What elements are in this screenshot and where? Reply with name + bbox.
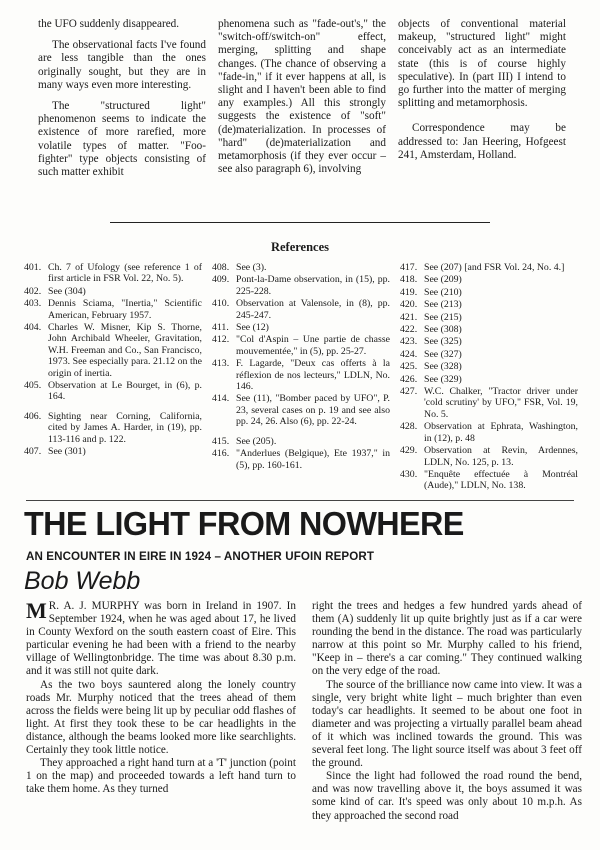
- text-column-3: [398, 18, 566, 187]
- reference-item: [212, 358, 390, 392]
- reference-text: Observation at Le Bourget, in (6), p. 164.: [48, 380, 202, 403]
- reference-item: [400, 469, 578, 492]
- reference-number: 411.: [212, 322, 229, 334]
- references-heading: References: [270, 240, 330, 254]
- reference-item: [400, 336, 578, 347]
- article-paragraph: The source of the brilliance now came into view. It was a single, very bright white light – much brighter than even today's car headlights. It seemed to be about one foot in diameter and was projecting a virtually parallel beam ahead of it which was inclined towards the ground. This was several feet long. The light source itself was about 3 feet off the ground.: [312, 678, 582, 770]
- reference-text: "Enquête effectuée à Montréal (Aude)," LDLN, No. 138.: [424, 468, 578, 492]
- reference-text: Charles W. Misner, Kip S. Thorne, John Archibald Wheeler, Gravitation, W.H. Freeman and Co., San Francisco, 1973. See especially para. 21.12 on the origin of inertia.: [48, 322, 202, 379]
- reference-text: Pont-la-Dame observation, in (15), pp. 225-228.: [236, 274, 390, 297]
- reference-number: 423.: [400, 336, 418, 348]
- reference-item: [212, 298, 390, 321]
- reference-item: [400, 349, 578, 360]
- reference-item: [400, 374, 578, 385]
- reference-text: F. Lagarde, "Deux cas offerts à la réflexion de nos lecteurs," LDLN, No. 146.: [236, 358, 390, 393]
- reference-text: Observation at Valensole, in (8), pp. 245-247.: [236, 298, 390, 321]
- reference-item: [212, 334, 390, 357]
- reference-item: [400, 361, 578, 372]
- article-divider: [26, 500, 574, 501]
- article-paragraph: Since the light had followed the road round the bend, and was now travelling above it, the boys assumed it was some kind of car. It's speed was only about 10 m.p.h. As they approached the second road: [312, 770, 582, 822]
- reference-text: See (215): [424, 311, 462, 323]
- paragraph-text: R. A. J. MURPHY was born in Ireland in 1907. In September 1924, when he was aged about 17, he lived in County Wexford on the south eastern coast of Eire. This particular evening he had been with a friend to the nearby village of Wellingtonbridge. The time was about 8.30 p.m. and it was still not quite dark.: [26, 600, 296, 678]
- article-column-1: [26, 600, 296, 823]
- reference-item: [212, 436, 390, 447]
- reference-number: 417.: [400, 262, 418, 273]
- references-column-2: [212, 262, 390, 493]
- references-column-1: [24, 262, 202, 493]
- paragraph: objects of conventional material makeup, "structured light" might conceivably act as an intermediate state (this is of course highly speculative). In (part III) I intend to go further into the matter of merging splitting and metamorphosis.: [398, 18, 566, 110]
- reference-item: [400, 445, 578, 468]
- reference-text: "Anderlues (Belgique), Ete 1937," in (5), pp. 160-161.: [236, 448, 390, 471]
- reference-text: Ch. 7 of Ufology (see reference 1 of first article in FSR Vol. 22, No. 5).: [48, 262, 202, 285]
- reference-number: 422.: [400, 324, 418, 336]
- reference-item: [400, 287, 578, 298]
- reference-number: 402.: [24, 285, 42, 297]
- reference-number: 426.: [400, 373, 418, 385]
- reference-text: See (11), "Bomber paced by UFO", P. 23, several cases on p. 19 and see also pp. 24, 26. Also (6), pp. 22-24.: [236, 393, 390, 428]
- continued-article-columns: [38, 18, 568, 187]
- reference-number: 410.: [212, 298, 230, 310]
- reference-text: Dennis Sciama, "Inertia," Scientific American, February 1957.: [48, 298, 202, 321]
- references-list: [24, 262, 580, 493]
- reference-text: Observation at Revin, Ardennes, LDLN, No. 125, p. 13.: [424, 445, 578, 468]
- article-paragraph: They approached a right hand turn at a 'T' junction (point 1 on the map) and proceeded towards a left hand turn to take them home. As they turned: [26, 757, 296, 796]
- reference-text: See (210): [424, 286, 462, 298]
- reference-number: 414.: [212, 393, 230, 405]
- reference-number: 409.: [212, 274, 230, 286]
- reference-item: [400, 324, 578, 335]
- reference-item: [400, 274, 578, 285]
- article-body: [26, 600, 582, 823]
- paragraph: The "structured light" phenomenon seems to indicate the existence of more rarefied, more volatile types of matter. "Foo-fighter" type objects consisting of such matter exhibit: [38, 100, 206, 179]
- reference-text: See (209): [424, 274, 462, 286]
- reference-item: [212, 448, 390, 471]
- article-paragraph: right the trees and hedges a few hundred yards ahead of them (A) suddenly lit up quite brightly just as if a car were rounding the bend in the distance. The road was particularly narrow at this point so Mr. Murphy called to his friend, "Keep in – there's a car coming." They continued walking on the very edge of the road.: [312, 600, 582, 678]
- section-divider: [110, 222, 490, 223]
- reference-item: [212, 274, 390, 297]
- reference-text: See (329): [424, 373, 462, 385]
- reference-number: 424.: [400, 348, 418, 360]
- article-headline: THE LIGHT FROM NOWHERE: [24, 505, 464, 542]
- reference-item: [24, 446, 202, 457]
- reference-number: 403.: [24, 298, 42, 310]
- paragraph: phenomena such as "fade-out's," the "switch-off/switch-on" effect, merging, splitting and shape changes. (The chance of observing a "fade-in," if it ever happens at all, is slight and I haven't been able to find any examples.) All this strongly suggests the existence of "soft" (de)materialization. In processes of "hard" (de)materialization and metamorphosis (if they ever occur – see also paragraph 6), involving: [218, 18, 386, 176]
- drop-cap: M: [26, 598, 47, 623]
- reference-item: [24, 380, 202, 403]
- article-byline: Bob Webb: [24, 567, 141, 595]
- reference-text: See (12): [236, 322, 269, 334]
- reference-item: [400, 299, 578, 310]
- paragraph: The observational facts I've found are less tangible than the ones originally sought, but they are in many ways even more interesting.: [38, 39, 206, 91]
- reference-text: See (301): [48, 446, 86, 458]
- reference-number: 416.: [212, 448, 230, 460]
- reference-number: 430.: [400, 468, 418, 480]
- reference-item: [24, 262, 202, 285]
- reference-item: [400, 421, 578, 444]
- reference-number: 421.: [400, 311, 418, 323]
- references-column-3: [400, 262, 578, 493]
- reference-number: 405.: [24, 380, 42, 392]
- reference-item: [212, 322, 390, 333]
- reference-item: [400, 312, 578, 323]
- reference-text: See (327): [424, 348, 462, 360]
- article-paragraph: As the two boys sauntered along the lonely country roads Mr. Murphy noticed that the trees ahead of them across the fields were being lit up by peculiar odd flashes of light. At first they took these to be car headlights in the distance, although the beams looked more like searchlights. Certainly they took little notice.: [26, 678, 296, 757]
- article-paragraph: [26, 600, 296, 679]
- reference-text: See (328): [424, 361, 462, 373]
- reference-text: See (213): [424, 299, 462, 311]
- reference-number: 428.: [400, 421, 418, 433]
- reference-text: See (325): [424, 336, 462, 348]
- reference-text: "Col d'Aspin – Une partie de chasse mouvementée," in (5), pp. 25-27.: [236, 334, 390, 357]
- reference-text: W.C. Chalker, "Tractor driver under 'cold scrutiny' by UFO," FSR, Vol. 19, No. 5.: [424, 386, 578, 420]
- article-column-2: [312, 600, 582, 823]
- reference-number: 415.: [212, 435, 230, 447]
- reference-number: 408.: [212, 262, 230, 273]
- reference-text: Sighting near Corning, California, cited by James A. Harder, in (19), pp. 113-116 and p. 122.: [48, 410, 202, 445]
- reference-number: 401.: [24, 262, 42, 273]
- reference-number: 429.: [400, 445, 418, 457]
- reference-item: [400, 262, 578, 273]
- reference-number: 427.: [400, 386, 418, 398]
- article-subheading: AN ENCOUNTER IN EIRE IN 1924 – ANOTHER UFOIN REPORT: [26, 550, 375, 563]
- paragraph: the UFO suddenly disappeared.: [38, 18, 180, 30]
- reference-item: [212, 262, 390, 273]
- reference-item: [24, 286, 202, 297]
- reference-item: [400, 386, 578, 420]
- text-column-2: [218, 18, 386, 187]
- reference-number: 419.: [400, 286, 418, 298]
- reference-text: See (3).: [236, 262, 267, 273]
- reference-number: 412.: [212, 334, 230, 346]
- reference-text: See (207) [and FSR Vol. 24, No. 4.]: [424, 262, 565, 273]
- reference-text: See (205).: [236, 435, 277, 447]
- reference-number: 404.: [24, 322, 42, 334]
- reference-number: 413.: [212, 358, 230, 370]
- reference-number: 418.: [400, 274, 418, 286]
- reference-item: [24, 411, 202, 445]
- reference-text: See (304): [48, 285, 86, 297]
- reference-number: 420.: [400, 299, 418, 311]
- reference-item: [24, 298, 202, 321]
- reference-text: See (308): [424, 324, 462, 336]
- reference-number: 425.: [400, 361, 418, 373]
- reference-text: Observation at Ephrata, Washington, in (12), p. 48: [424, 421, 578, 444]
- correspondence-note: Correspondence may be addressed to: Jan Heering, Hofgeest 241, Amsterdam, Holland.: [398, 122, 566, 161]
- reference-number: 407.: [24, 446, 42, 458]
- reference-item: [24, 322, 202, 379]
- reference-item: [212, 393, 390, 427]
- text-column-1: [38, 18, 206, 187]
- reference-number: 406.: [24, 410, 42, 422]
